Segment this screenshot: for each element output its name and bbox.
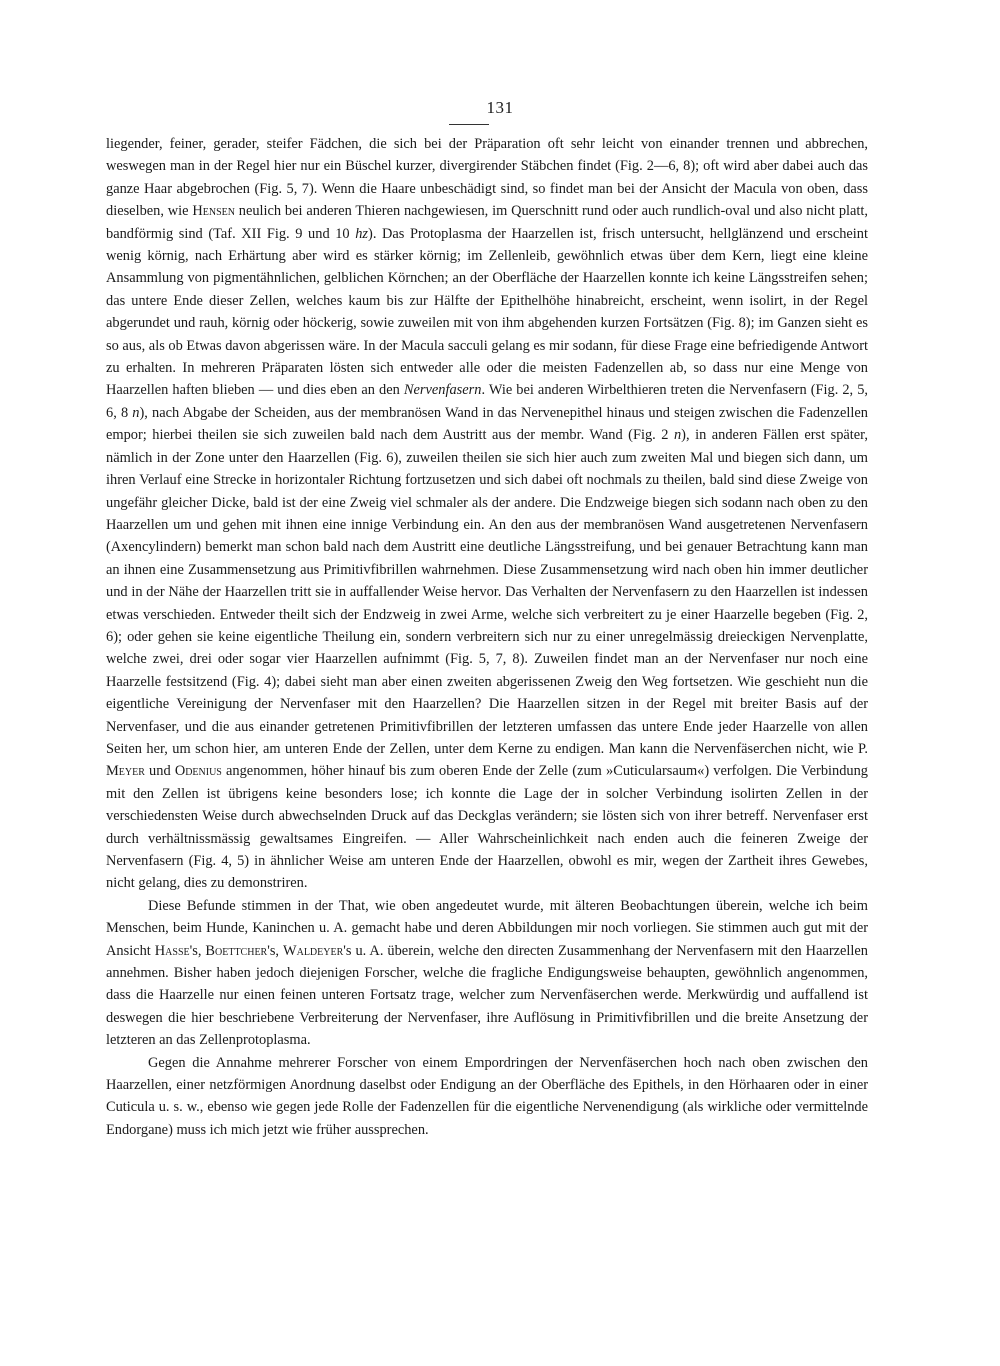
text-run: neulich bei anderen Thieren nachgewiesen, im Querschnitt rund oder auch rundlich-oval und also nicht platt, bandförmig sind (Taf. XII Fig. 9 und 10 [106,203,869,242]
italic-term: n [673,427,682,444]
text-run: Gegen die Annahme mehrerer Forscher von einem Empordringen der Nervenfäserchen hoch nach oben zwischen den Haarzellen, einer netzförmigen Anordnung daselbst oder Endigung an der Oberfläche des Epithels, in den Hörhaaren oder in einer Cuticula u. s. w., ebenso wie gegen jede Rolle der Fadenzellen für die eigentliche Nervenendigung (als wirkliche oder vermittelnde Endorgane) muss ich mich jetzt wie früher aussprechen. [106,1054,868,1138]
author-name: Odenius [174,763,222,780]
text-run: und [144,763,175,780]
author-name: Hensen [192,203,235,220]
text-body [106,133,868,1141]
text-run: Diese Befunde stimmen in der That, wie oben angedeutet wurde, mit älteren Beobachtungen überein, welche ich beim Menschen, beim Hunde, Kaninchen u. A. gemacht habe und deren Abbildungen mir noch vorliegen. Sie stimmen auch gut mit der Ansicht [106,897,868,959]
author-name: Boettcher [205,942,268,959]
italic-term: hz [355,225,369,242]
text-run: ), in anderen Fällen erst später, nämlich in der Zone unter den Haarzellen (Fig. 6), zuweilen theilen sie sich hier auch zum zweiten Mal und biegen sich dann, um ihren Verlauf eine Strecke in horizontaler Richtung fortzusetzen und sich dabei oft nochmals zu theilen, bald sind diese Zweige von ungefähr gleicher Dicke, bald ist der eine Zweig viel schmaler als der andere. Die Endzweige biegen sich sodann nach oben zu den Haarzellen um und gehen mit ihnen eine innige Verbindung ein. An den aus der membranösen Wand ausgetretenen Nervenfasern (Axencylindern) bemerkt man schon bald nach dem Austritt eine deutliche Längsstreifung, und bei genauer Betrachtung kann man an ihnen eine Zusammensetzung aus Primitivfibrillen wahrnehmen. Diese Zusammensetzung wird nach oben hin immer deutlicher und in der Nähe der Haarzellen tritt sie in auffallender Weise hervor. Das Verhalten der Nervenfasern zu den Haarzellen ist indessen etwas verschieden. Entweder theilt sich der Endzweig in zwei Arme, welche sich verbreitert zu je einer Haarzelle begeben (Fig. 2, 6); oder gehen sie keine eigentliche Theilung ein, sondern verbreitern sich nur zu einer unregelmässig dreieckigen Nervenplatte, welche zwei, drei oder sogar vier Haarzellen aufnimmt (Fig. 5, 7, 8). Zuweilen findet man an der Nervenfaser nur noch eine Haarzelle festsitzend (Fig. 4); dabei sieht man aber einen zweiten abgerissenen Zweig den Weg fortsetzen. Wie geschieht nun die eigentliche Vereinigung der Nervenfaser mit den Haarzellen? Die Haarzellen sitzen in der Regel mit breiter Basis auf der Nervenfaser, und die aus einander getretenen Primitivfibrillen der letzteren umfassen das untere Ende jeder Haarzelle von allen Seiten her, um schon hier, am unteren Ende der Zellen, unter dem Kerne zu endigen. Man kann die Nervenfäserchen nicht, wie P. [106,427,868,757]
text-run: 's, [267,942,284,959]
author-name: Waldeyer [283,942,344,959]
italic-term: n [132,404,140,421]
page-number-rule [449,124,489,125]
text-run: ). Das Protoplasma der Haarzellen ist, frisch untersucht, hellglänzend und erscheint wenig körnig, nach Erhärtung aber wird es stärker körnig; im Zellenleib, gewöhnlich etwas über dem Kern, liegt eine kleine Ansammlung von pigmentähnlichen, gelblichen Körnchen; an der Oberfläche der Haarzellen konnte ich keine Längsstreifen sehen; das untere Ende dieser Zellen, welches kaum bis zur Hälfte der Epithelhöhe hinabreicht, erscheint, wenn isolirt, in der Regel abgerundet und rauh, körnig oder höckerig, sowie zuweilen mit von ihm abgehenden kurzen Fortsätzen (Fig. 8); im Ganzen sieht es so aus, als ob Etwas davon abgerissen wäre. In der Macula sacculi gelang es mir sodann, für diese Frage eine befriedigende Antwort zu erhalten. In mehreren Präparaten lösten sich entweder alle oder die meisten Fadenzellen ab, so dass nur eine Menge von Haarzellen haften blieben — und dies eben an den [106,225,868,399]
author-name: Meyer [106,763,145,780]
italic-term: Nervenfasern [403,382,482,399]
paragraph-3 [106,1052,868,1142]
text-run: ), nach Abgabe der Scheiden, aus der membranösen Wand in das Nervenepithel hinaus und steigen zwischen die Fadenzellen empor; hierbei theilen sie sich zuweilen bald nach dem Austritt aus der membr. Wand (Fig. 2 [106,404,868,444]
text-run: liegender, feiner, gerader, steifer Fädchen, die sich bei der Präparation oft sehr leicht von einander trennen und abbrechen, weswegen man in der Regel hier nur ein Büschel kurzer, divergirender Stäbchen findet (Fig. 2—6, 8); oft wird aber dabei auch das ganze Haar abgebrochen (Fig. 5, 7). Wenn die Haare unbeschädigt sind, so findet man bei der Ansicht der Macula von oben, dass dieselben, wie [106,136,868,220]
paragraph-1 [106,133,868,895]
text-run: 's u. A. überein, welche den directen Zusammenhang der Nervenfasern mit den Haarzellen annehmen. Bisher haben jedoch diejenigen Forscher, welche die fragliche Endigungsweise behaupten, gewöhnlich angenommen, dass die Haarzelle nur einen feinen unteren Fortsatz trage, welcher zum Nervenfäserchen werde. Merkwürdig und auffallend ist deswegen die hier beschriebene Verbreiterung der Nervenfaser, ihre Auflösung in Primitivfibrillen und die breite Ansetzung der letzteren an das Zellenprotoplasma. [106,942,868,1049]
author-name: Hasse [154,942,190,959]
text-run: angenommen, höher hinauf bis zum oberen Ende der Zelle (zum »Cuticularsaum«) verfolgen. Die Verbindung mit den Zellen ist übrigens keine besonders lose; ich konnte die Lage der in solcher Verbindung isolirten Zellen in der verschiedensten Weise durch abwechselnden Druck auf das Deckglas verändern; sie lösten sich von ihrer betreff. Nervenfaser erst durch verhältnissmässig gewaltsames Eingreifen. — Aller Wahrscheinlichkeit nach enden auch die feineren Zweige der Nervenfasern (Fig. 4, 5) in ähnlicher Weise am unteren Ende der Haarzellen, obwohl es mir, wegen der Zartheit ihres Gewebes, nicht gelang, dies zu demonstriren. [106,763,869,892]
page-number: 131 [486,98,514,117]
paragraph-2 [106,895,868,1052]
text-run: . Wie bei anderen Wirbelthieren treten die Nervenfasern (Fig. 2, 5, 6, 8 [106,382,869,421]
text-run: 's, [189,942,206,959]
